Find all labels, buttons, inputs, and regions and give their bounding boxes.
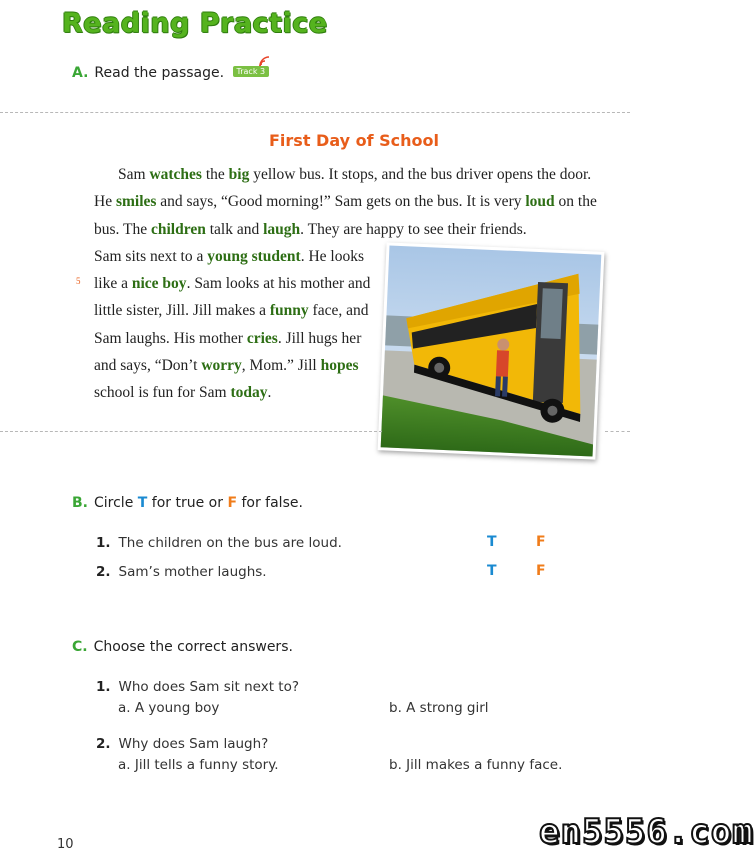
passage-text: . Jill hugs her and says, “Don’t xyxy=(94,329,362,375)
vocab-word: laugh xyxy=(263,220,301,238)
vocab-word: watches xyxy=(149,166,202,183)
section-a-instruction: Read the passage. xyxy=(94,65,225,81)
track-badge[interactable]: Track 3 xyxy=(233,66,270,77)
section-a-letter: A. xyxy=(72,65,89,81)
tf-item-1 xyxy=(96,535,342,551)
passage-text: Sam sits next to a xyxy=(94,247,208,265)
passage-text: the xyxy=(201,166,229,183)
tf-item-number: 2. xyxy=(96,564,111,580)
vocab-word: nice boy xyxy=(131,275,187,293)
passage-text: . He looks like a xyxy=(94,247,364,293)
passage-paragraph-1 xyxy=(94,161,606,243)
passage-text: , Mom.” Jill xyxy=(241,357,321,375)
passage-text: face, and Sam laughs. His mother xyxy=(94,302,369,347)
tf-item-2-false-option[interactable]: F xyxy=(536,563,546,579)
mc-question-2-option-b[interactable]: b. Jill makes a funny face. xyxy=(389,757,563,773)
watermark: en5556.com xyxy=(539,812,754,852)
vocab-word: loud xyxy=(525,193,555,211)
section-c-instruction: Choose the correct answers. xyxy=(93,639,293,655)
tf-item-1-false-option[interactable]: F xyxy=(536,534,546,550)
divider-mid-right xyxy=(605,431,630,432)
vocab-word: young student xyxy=(207,247,301,265)
passage-text: . They are happy to see their friends. xyxy=(300,220,527,238)
mc-question-text: Who does Sam sit next to? xyxy=(118,679,300,695)
passage-text: . Sam looks at his mother and little sister, Jill. Jill makes a xyxy=(94,275,371,320)
page-title: Reading Practice xyxy=(62,8,328,39)
vocab-word: children xyxy=(150,220,206,238)
section-b-true-label: T xyxy=(137,495,148,511)
mc-question-2-option-a[interactable]: a. Jill tells a funny story. xyxy=(118,757,279,773)
page-number: 10 xyxy=(57,837,74,852)
divider-mid-left xyxy=(0,431,382,432)
vocab-word: smiles xyxy=(115,193,157,211)
section-b-instruction-mid: for true or xyxy=(147,495,228,511)
section-c-heading xyxy=(72,639,293,655)
section-b-letter: B. xyxy=(72,495,88,511)
passage-title: First Day of School xyxy=(268,131,440,150)
tf-item-number: 1. xyxy=(96,535,111,551)
school-bus-photo xyxy=(378,242,605,459)
mc-question-text: Why does Sam laugh? xyxy=(118,736,269,752)
tf-item-2 xyxy=(96,564,267,580)
mc-question-1 xyxy=(96,679,299,695)
passage-text: and says, “Good morning!” Sam gets on the bus. It is very xyxy=(156,193,526,211)
section-a-heading xyxy=(72,65,269,81)
passage-text: yellow bus. It stops, and the bus driver opens the door. He xyxy=(94,166,592,211)
tf-item-1-true-option[interactable]: T xyxy=(487,534,497,550)
mc-question-number: 2. xyxy=(96,736,111,752)
divider-top xyxy=(0,112,630,113)
vocab-word: funny xyxy=(269,302,309,320)
passage-text: on the bus. The xyxy=(94,193,597,238)
mc-question-1-option-b[interactable]: b. A strong girl xyxy=(389,700,489,716)
section-b-instruction-post: for false. xyxy=(237,495,303,511)
sound-wave-icon[interactable] xyxy=(259,55,271,67)
mc-question-1-option-a[interactable]: a. A young boy xyxy=(118,700,220,716)
vocab-word: big xyxy=(228,166,250,183)
section-b-instruction-pre: Circle xyxy=(94,495,138,511)
passage-text: school is fun for Sam xyxy=(94,384,231,402)
section-b-heading xyxy=(72,495,303,511)
passage-text: Sam xyxy=(118,166,150,183)
passage-text: . xyxy=(267,384,272,402)
section-b-false-label: F xyxy=(227,495,238,511)
tf-item-text: Sam’s mother laughs. xyxy=(118,564,267,580)
section-c-letter: C. xyxy=(72,639,88,655)
vocab-word: hopes xyxy=(320,357,359,375)
mc-question-2 xyxy=(96,736,268,752)
passage-text: talk and xyxy=(205,220,264,238)
vocab-word: cries xyxy=(246,329,278,347)
vocab-word: today xyxy=(230,384,268,402)
line-number: 5 xyxy=(76,276,81,286)
mc-question-number: 1. xyxy=(96,679,111,695)
passage-paragraph-2 xyxy=(94,243,382,407)
vocab-word: worry xyxy=(201,357,242,375)
tf-item-text: The children on the bus are loud. xyxy=(118,535,342,551)
tf-item-2-true-option[interactable]: T xyxy=(487,563,497,579)
